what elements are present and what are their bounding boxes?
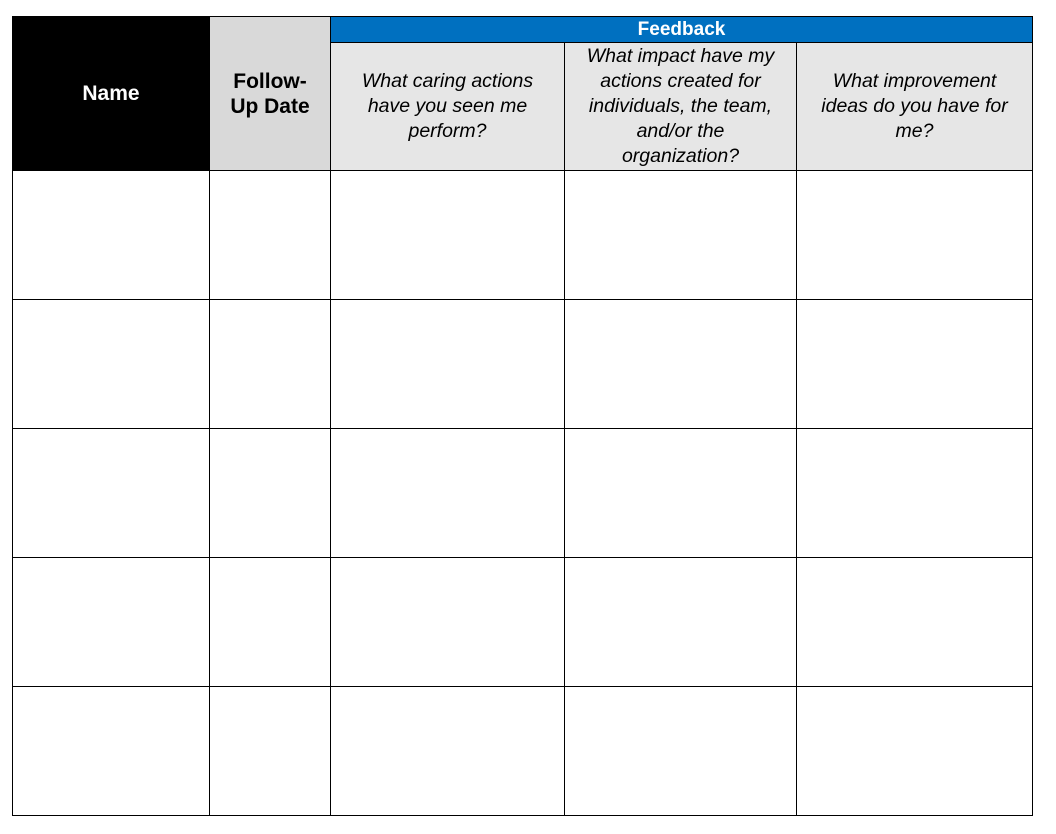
name-cell[interactable] (13, 558, 210, 687)
follow-up-date-column-header (210, 17, 331, 171)
header-group-row (13, 17, 1033, 43)
caring-actions-cell[interactable] (331, 171, 565, 300)
question-line: What improvement (832, 70, 997, 92)
question-header-caring-actions (331, 43, 565, 171)
follow-up-date-cell[interactable] (210, 300, 331, 429)
improvement-ideas-cell[interactable] (797, 300, 1033, 429)
follow-up-date-cell[interactable] (210, 429, 331, 558)
improvement-ideas-cell[interactable] (797, 171, 1033, 300)
follow-up-header-line1: Follow- (233, 69, 307, 93)
caring-actions-cell[interactable] (331, 558, 565, 687)
question-line: What caring actions (361, 70, 534, 92)
impact-cell[interactable] (565, 687, 797, 816)
impact-cell[interactable] (565, 429, 797, 558)
table-row (13, 429, 1033, 558)
name-cell[interactable] (13, 687, 210, 816)
follow-up-header-line2: Up Date (230, 94, 310, 118)
question-header-impact (565, 43, 797, 171)
question-header-improvement-ideas (797, 43, 1033, 171)
question-line: have you seen me (367, 95, 528, 117)
name-header-label: Name (82, 81, 140, 105)
improvement-ideas-cell[interactable] (797, 558, 1033, 687)
name-column-header (13, 17, 210, 171)
question-line: organization? (621, 145, 740, 167)
question-line: ideas do you have for (821, 95, 1008, 117)
table-row (13, 171, 1033, 300)
table-row (13, 687, 1033, 816)
follow-up-date-cell[interactable] (210, 687, 331, 816)
feedback-table (12, 16, 1033, 816)
follow-up-date-cell[interactable] (210, 171, 331, 300)
name-cell[interactable] (13, 429, 210, 558)
table-row (13, 300, 1033, 429)
impact-cell[interactable] (565, 171, 797, 300)
improvement-ideas-cell[interactable] (797, 687, 1033, 816)
question-line: perform? (408, 120, 487, 142)
question-line: and/or the (636, 120, 725, 142)
impact-cell[interactable] (565, 300, 797, 429)
caring-actions-cell[interactable] (331, 687, 565, 816)
caring-actions-cell[interactable] (331, 429, 565, 558)
question-line: individuals, the team, (588, 95, 773, 117)
table-row (13, 558, 1033, 687)
feedback-group-label: Feedback (637, 18, 726, 40)
improvement-ideas-cell[interactable] (797, 429, 1033, 558)
caring-actions-cell[interactable] (331, 300, 565, 429)
name-cell[interactable] (13, 171, 210, 300)
name-cell[interactable] (13, 300, 210, 429)
question-line: actions created for (600, 70, 761, 92)
question-line: What impact have my (586, 45, 775, 67)
follow-up-date-cell[interactable] (210, 558, 331, 687)
feedback-group-header (331, 17, 1033, 43)
impact-cell[interactable] (565, 558, 797, 687)
question-line: me? (895, 120, 934, 142)
